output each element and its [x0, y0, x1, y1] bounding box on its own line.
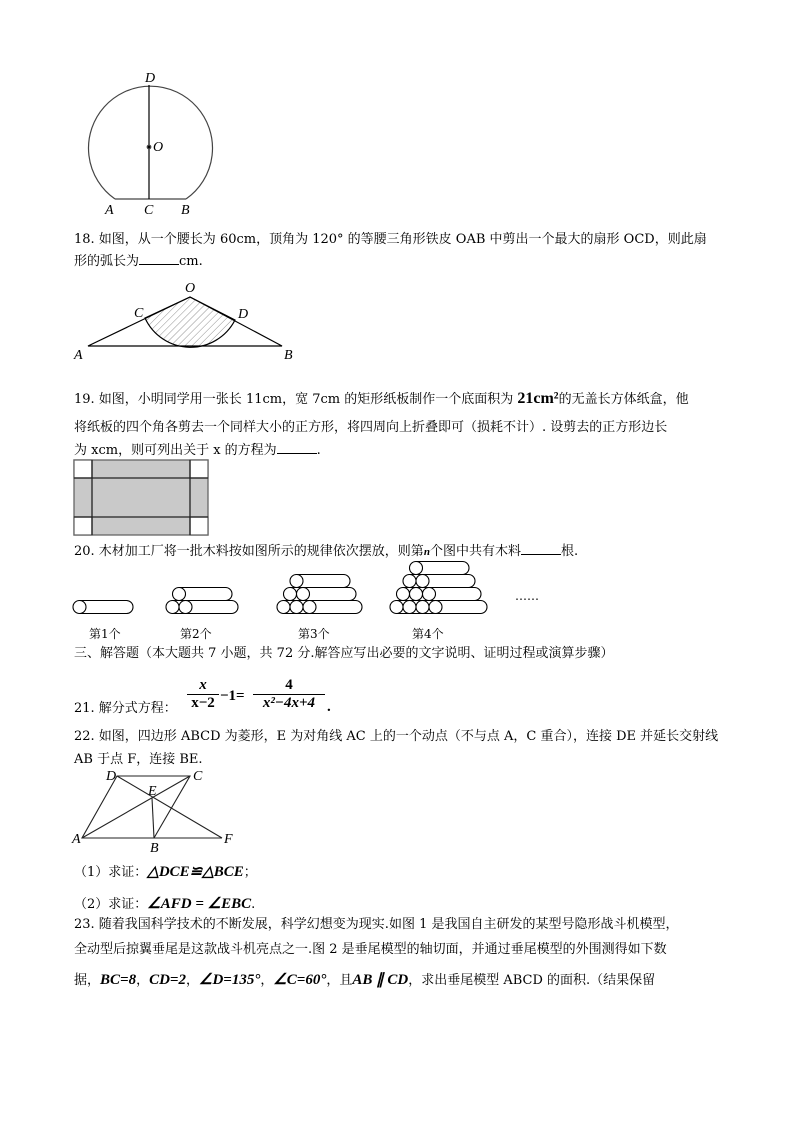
text: 根.	[560, 544, 579, 559]
q22-line1: 22. 如图，四边形 ABCD 为菱形，E 为对角线 AC 上的一个动点（不与点 A，C 重合），连接 DE 并延长交射线	[74, 729, 719, 744]
log	[416, 562, 469, 575]
numerator: 4	[253, 677, 325, 695]
text: 个图中共有木料	[429, 544, 521, 559]
log-end	[403, 575, 416, 588]
text: ，	[260, 973, 274, 988]
log-end	[416, 601, 429, 614]
area-value: 21cm²	[517, 390, 559, 407]
label-d: D	[145, 71, 156, 86]
q19-line1	[74, 391, 689, 408]
label-e: E	[148, 784, 157, 799]
text: .	[251, 897, 256, 912]
sector-ocd	[145, 297, 235, 347]
label-a: A	[105, 203, 114, 218]
log-end	[416, 575, 429, 588]
math: ∠D=135°	[199, 972, 261, 988]
text: （2）求证：	[74, 897, 148, 912]
log-end	[429, 601, 442, 614]
math: △DCE≌△BCE	[147, 864, 244, 880]
major-arc	[89, 86, 213, 199]
log-end	[297, 588, 310, 601]
q18-line2	[74, 252, 203, 270]
label-o: O	[153, 140, 164, 155]
text: ；	[243, 865, 257, 880]
variable-n: n	[423, 546, 430, 558]
text: ，且	[326, 973, 353, 988]
corner-square	[74, 517, 92, 535]
text: ，	[136, 973, 150, 988]
circle-figure	[89, 85, 213, 199]
denominator: x−2	[191, 695, 215, 711]
log-end	[173, 588, 186, 601]
fraction-1	[187, 677, 219, 712]
math: CD=2	[149, 972, 186, 988]
q19-line3	[74, 441, 321, 459]
q20-line	[74, 542, 578, 560]
log	[80, 601, 134, 614]
numerator: x	[187, 677, 219, 695]
log-end	[390, 601, 403, 614]
log	[297, 575, 351, 588]
q23-line3	[74, 972, 655, 989]
log-end	[403, 601, 416, 614]
period: .	[327, 699, 331, 715]
math: AB ∥ CD	[352, 972, 409, 988]
caption-2: 第2个	[180, 627, 212, 641]
q21-prefix: 21. 解分式方程：	[74, 701, 177, 716]
log	[179, 588, 232, 601]
q23-line2: 全动型后掠翼垂尾是这款战斗机亮点之一.图 2 是垂尾模型的轴切面，并通过垂尾模型的外围测得如下数	[74, 942, 667, 957]
caption-4: 第4个	[412, 627, 444, 641]
answer-blank	[277, 441, 317, 454]
corner-square	[190, 460, 208, 478]
label-c: C	[193, 769, 203, 784]
caption-3: 第3个	[298, 627, 330, 641]
log-end	[303, 601, 316, 614]
label-c: C	[134, 306, 144, 321]
label-d: D	[238, 307, 249, 322]
log-end	[73, 601, 86, 614]
math: ∠AFD = ∠EBC	[147, 896, 252, 912]
text: ，	[185, 973, 199, 988]
log-end	[410, 562, 423, 575]
text: ，求出垂尾模型 ABCD 的面积.（结果保留	[408, 973, 656, 988]
center-point-o	[147, 145, 151, 149]
text: .	[316, 443, 321, 458]
label-b: B	[284, 348, 293, 363]
label-b: B	[150, 841, 159, 856]
log-end	[179, 601, 192, 614]
text: 19. 如图，小明同学用一张长 11cm，宽 7cm 的矩形纸板制作一个底面积为	[74, 392, 518, 407]
q18-line1: 18. 如图，从一个腰长为 60cm，顶角为 120° 的等腰三角形铁皮 OAB 中剪出一个最大的扇形 OCD，则此扇	[74, 232, 707, 247]
log-end	[284, 588, 297, 601]
log-end	[290, 575, 303, 588]
log-end	[166, 601, 179, 614]
caption-1: 第1个	[89, 627, 121, 641]
text: 为 xcm，则可列出关于 x 的方程为	[74, 443, 277, 458]
label-f: F	[224, 832, 233, 847]
logs-figure	[73, 562, 487, 614]
minus-one-equals: −1=	[220, 688, 245, 704]
q22-part1	[74, 864, 257, 881]
corner-square	[190, 517, 208, 535]
fraction-2	[253, 677, 325, 712]
answer-blank	[139, 252, 179, 265]
answer-blank	[521, 542, 561, 555]
label-a: A	[74, 348, 83, 363]
log-end	[290, 601, 303, 614]
ellipsis: ……	[515, 589, 539, 603]
q23-line1: 23. 随着我国科学技术的不断发展，科学幻想变为现实.如图 1 是我国自主研发的某型号隐形战斗机模型，	[74, 917, 679, 932]
q22-line2: AB 于点 F，连接 BE.	[74, 752, 203, 767]
denominator: x²−4x+4	[262, 695, 316, 711]
label-a: A	[72, 832, 81, 847]
log-end	[277, 601, 290, 614]
log-end	[410, 588, 423, 601]
text: 形的弧长为	[74, 254, 140, 269]
log-end	[397, 588, 410, 601]
label-b: B	[181, 203, 190, 218]
text: cm.	[179, 254, 203, 269]
q19-line2: 将纸板的四个角各剪去一个同样大小的正方形，将四周向上折叠即可（损耗不计）. 设剪去的正方形边长	[74, 420, 668, 435]
text: 据，	[74, 973, 101, 988]
math: BC=8	[100, 972, 137, 988]
log-end	[423, 588, 436, 601]
triangle-sector-figure	[88, 297, 282, 347]
cardboard-figure	[74, 460, 208, 535]
label-d: D	[106, 769, 117, 784]
text: 20. 木材加工厂将一批木料按如图所示的规律依次摆放，则第	[74, 544, 424, 559]
corner-square	[74, 460, 92, 478]
text: 的无盖长方体纸盒，他	[558, 392, 689, 407]
label-c: C	[144, 203, 154, 218]
label-o: O	[185, 281, 196, 296]
math: ∠C=60°	[273, 972, 327, 988]
text: （1）求证：	[74, 865, 148, 880]
q22-part2	[74, 896, 255, 913]
section-3-heading: 三、解答题（本大题共 7 小题，共 72 分.解答应写出必要的文字说明、证明过程或演算步骤）	[74, 646, 614, 661]
